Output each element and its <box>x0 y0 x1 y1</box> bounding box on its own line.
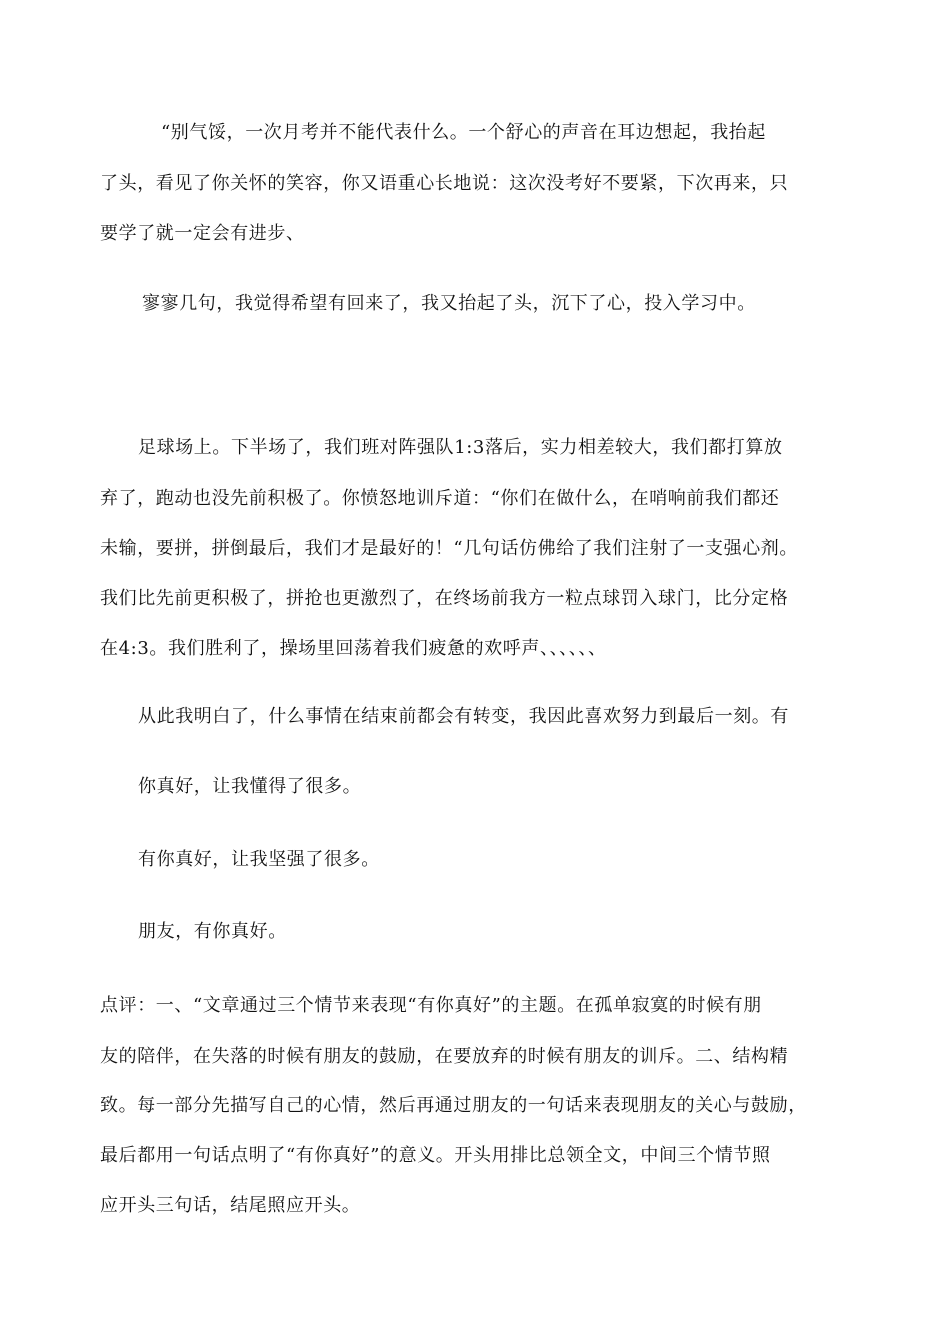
text-line: 友的陪伴，在失落的时候有朋友的鼓励，在要放弃的时候有朋友的训斥。二、结构精 <box>100 1046 789 1067</box>
text-line: 从此我明白了，什么事情在结束前都会有转变，我因此喜欢努力到最后一刻。有 <box>138 706 789 727</box>
text-line: 在4:3。我们胜利了，操场里回荡着我们疲惫的欢呼声、、、、、、 <box>100 638 607 659</box>
text-line: 最后都用一句话点明了“有你真好”的意义。开头用排比总领全文，中间三个情节照 <box>100 1145 771 1166</box>
text-line: 了头，看见了你关怀的笑容，你又语重心长地说：这次没考好不要紧，下次再来，只 <box>100 173 789 194</box>
text-line: 要学了就一定会有进步、 <box>100 223 305 244</box>
text-line: 我们比先前更积极了，拼抢也更激烈了，在终场前我方一粒点球罚入球门，比分定格 <box>100 588 789 609</box>
text-line: 点评：一、“文章通过三个情节来表现“有你真好”的主题。在孤单寂寞的时候有朋 <box>100 995 762 1016</box>
text-line: 足球场上。下半场了，我们班对阵强队1:3落后，实力相差较大，我们都打算放 <box>138 437 783 458</box>
text-line: 未输，要拼，拼倒最后，我们才是最好的！“几句话仿佛给了我们注射了一支强心剂。 <box>100 538 798 559</box>
text-line: 弃了，跑动也没先前积极了。你愤怒地训斥道：“你们在做什么，在哨响前我们都还 <box>100 488 780 509</box>
text-line: 致。每一部分先描写自己的心情，然后再通过朋友的一句话来表现朋友的关心与鼓励， <box>100 1095 807 1116</box>
text-line: 朋友，有你真好。 <box>138 921 287 942</box>
text-line: “别气馁，一次月考并不能代表什么。一个舒心的声音在耳边想起，我抬起 <box>161 122 766 143</box>
text-line: 有你真好，让我坚强了很多。 <box>138 849 380 870</box>
text-line: 你真好，让我懂得了很多。 <box>138 776 362 797</box>
text-line: 寥寥几句，我觉得希望有回来了，我又抬起了头，沉下了心，投入学习中。 <box>142 293 756 314</box>
text-line: 应开头三句话，结尾照应开头。 <box>100 1195 361 1216</box>
